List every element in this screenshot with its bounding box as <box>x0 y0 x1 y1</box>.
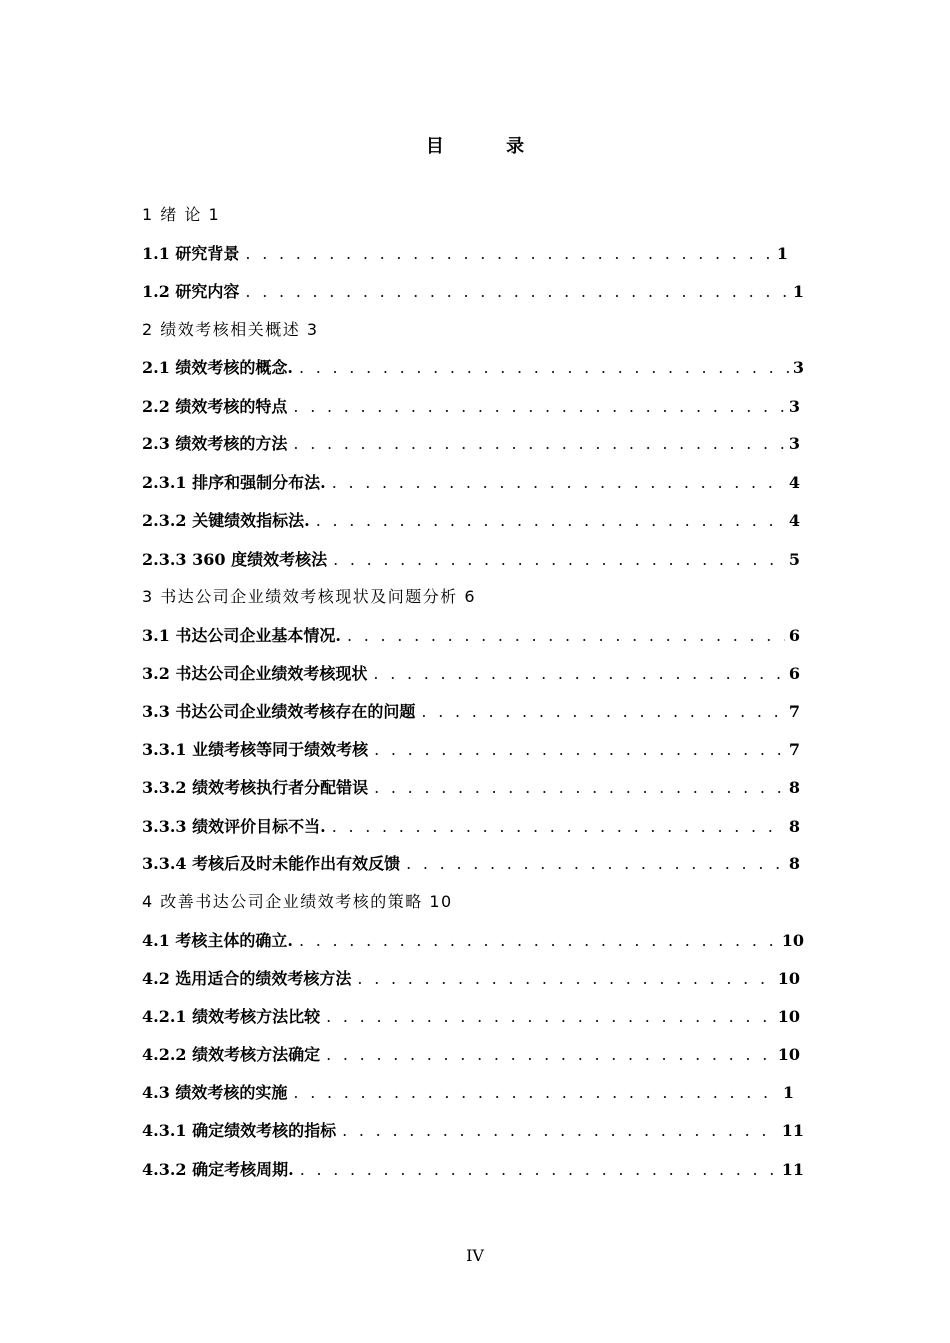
toc-entry <box>142 355 804 378</box>
toc-entry-label: 3.3.4 考核后及时未能作出有效反馈 <box>142 854 401 873</box>
dot-leader <box>300 1160 778 1179</box>
dot-leader <box>293 1083 778 1102</box>
dot-leader <box>293 397 784 416</box>
dot-leader <box>326 1007 774 1026</box>
dot-leader <box>245 244 772 263</box>
toc-entry-page: 4 <box>788 511 800 530</box>
dot-leader <box>342 1121 778 1140</box>
toc-entry-page: 3 <box>788 397 800 416</box>
dot-leader <box>299 358 789 377</box>
toc-entry <box>142 775 800 798</box>
toc-entry-page: 10 <box>781 931 804 950</box>
toc-entry-page: 7 <box>788 702 800 721</box>
toc-entry <box>142 851 800 874</box>
toc-entry <box>142 699 800 722</box>
toc-entry-label: 4.2 选用适合的绩效考核方法 <box>142 969 352 988</box>
toc-entry <box>142 431 800 454</box>
toc-entry <box>142 661 800 684</box>
toc-entry-label: 3.3.1 业绩考核等同于绩效考核 <box>142 740 369 759</box>
toc-entry-page: 3 <box>788 434 800 453</box>
toc-entry-page: 1 <box>792 282 804 301</box>
toc-entry-label: 2.3 绩效考核的方法 <box>142 434 288 453</box>
toc-entry-label: 3.2 书达公司企业绩效考核现状 <box>142 664 368 683</box>
toc-entry-page: 6 <box>788 664 800 683</box>
toc-entry <box>142 814 800 837</box>
toc-entry-page: 1 <box>782 1083 794 1102</box>
dot-leader <box>332 473 785 492</box>
toc-entry-label: 2.3.2 关键绩效指标法. <box>142 511 310 530</box>
toc-entry-label: 4.3.1 确定绩效考核的指标 <box>142 1121 337 1140</box>
toc-entry-page: 10 <box>777 1045 800 1064</box>
toc-entry <box>142 1042 800 1065</box>
toc-chapter: 1 绪 论 1 <box>142 205 221 224</box>
toc-entry-label: 4.1 考核主体的确立. <box>142 931 293 950</box>
dot-leader <box>406 854 785 873</box>
toc-entry-label: 4.2.2 绩效考核方法确定 <box>142 1045 321 1064</box>
toc-entry-label: 3.3 书达公司企业绩效考核存在的问题 <box>142 702 416 721</box>
page-number: IV <box>466 1246 484 1265</box>
toc-entry-label: 4.3 绩效考核的实施 <box>142 1083 288 1102</box>
toc-entry-label: 4.2.1 绩效考核方法比较 <box>142 1007 321 1026</box>
toc-entry <box>142 966 800 989</box>
dot-leader <box>373 664 784 683</box>
toc-entry-page: 4 <box>788 473 800 492</box>
toc-entry <box>142 928 804 951</box>
toc-entry-label: 2.3.3 360 度绩效考核法 <box>142 550 328 569</box>
toc-entry-page: 8 <box>788 854 800 873</box>
toc-entry-page: 11 <box>781 1121 804 1140</box>
dot-leader <box>421 702 784 721</box>
toc-chapter: 4 改善书达公司企业绩效考核的策略 10 <box>142 892 453 911</box>
dot-leader <box>357 969 773 988</box>
toc-entry-label: 4.3.2 确定考核周期. <box>142 1160 294 1179</box>
dot-leader <box>293 434 784 453</box>
toc-entry-page: 5 <box>788 550 800 569</box>
toc-entry <box>142 1080 794 1103</box>
toc-entry <box>142 394 800 417</box>
toc-entry <box>142 241 788 264</box>
toc-entry <box>142 623 800 646</box>
toc-chapter: 3 书达公司企业绩效考核现状及问题分析 6 <box>142 587 477 606</box>
toc-entry <box>142 547 800 570</box>
dot-leader <box>374 740 785 759</box>
toc-entry-label: 3.1 书达公司企业基本情况. <box>142 626 341 645</box>
toc-entry-label: 3.3.2 绩效考核执行者分配错误 <box>142 778 369 797</box>
toc-entry-page: 6 <box>788 626 800 645</box>
toc-entry-label: 3.3.3 绩效评价目标不当. <box>142 817 326 836</box>
toc-entry <box>142 1004 800 1027</box>
dot-leader <box>374 778 785 797</box>
toc-entry-label: 1.2 研究内容 <box>142 282 240 301</box>
toc-entry-page: 10 <box>777 1007 800 1026</box>
toc-entry <box>142 737 800 760</box>
toc-entry-label: 1.1 研究背景 <box>142 244 240 263</box>
toc-entry-page: 8 <box>788 817 800 836</box>
toc-entry-page: 1 <box>776 244 788 263</box>
dot-leader <box>347 626 785 645</box>
toc-entry <box>142 508 800 531</box>
dot-leader <box>326 1045 774 1064</box>
toc-entry <box>142 1118 804 1141</box>
dot-leader <box>245 282 788 301</box>
toc-title: 目 录 <box>425 136 553 157</box>
toc-entry-page: 3 <box>792 358 804 377</box>
toc-entry-page: 10 <box>777 969 800 988</box>
dot-leader <box>333 550 785 569</box>
toc-entry-label: 2.1 绩效考核的概念. <box>142 358 293 377</box>
dot-leader <box>299 931 778 950</box>
dot-leader <box>332 817 785 836</box>
dot-leader <box>316 511 785 530</box>
toc-entry-label: 2.3.1 排序和强制分布法. <box>142 473 326 492</box>
toc-entry <box>142 1157 804 1180</box>
toc-chapter: 2 绩效考核相关概述 3 <box>142 320 319 339</box>
toc-entry <box>142 470 800 493</box>
toc-entry-page: 11 <box>781 1160 804 1179</box>
toc-entry-label: 2.2 绩效考核的特点 <box>142 397 288 416</box>
toc-entry-page: 8 <box>788 778 800 797</box>
toc-entry <box>142 279 804 302</box>
toc-entry-page: 7 <box>788 740 800 759</box>
